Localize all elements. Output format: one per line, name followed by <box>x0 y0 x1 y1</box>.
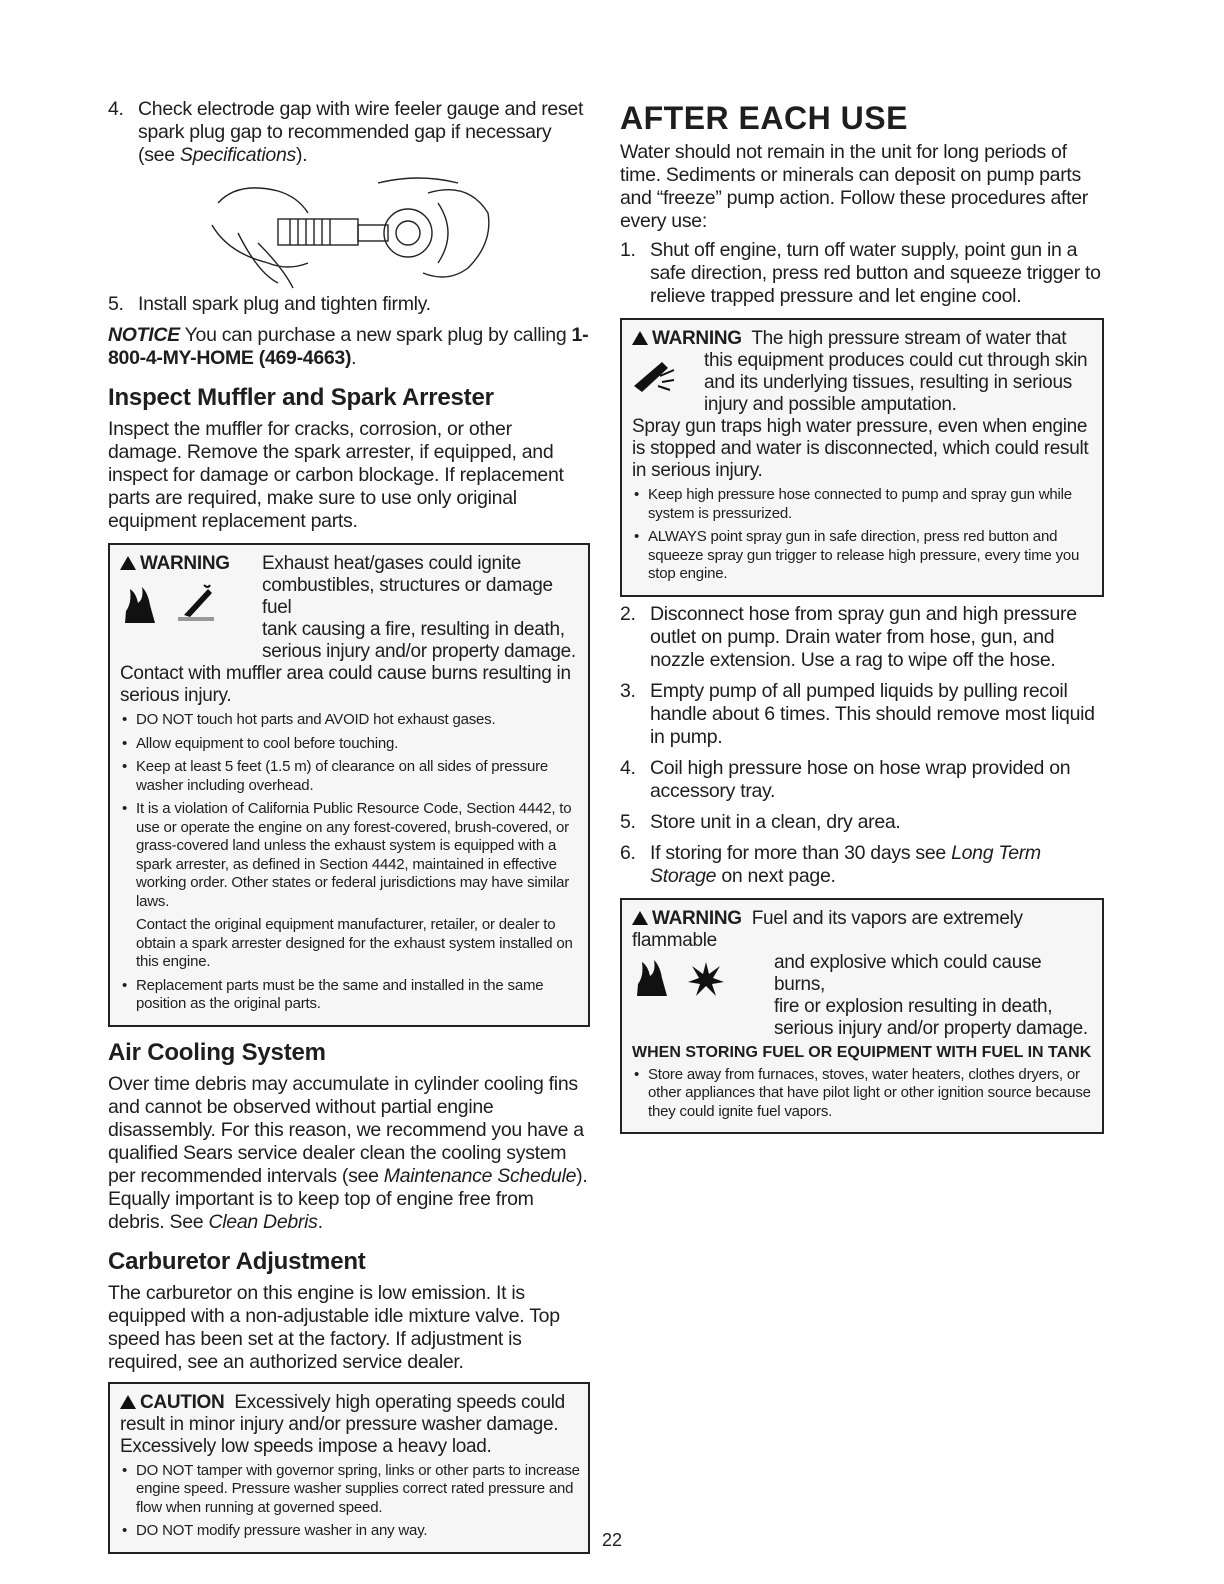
fire-icon <box>120 585 160 625</box>
carburetor-heading: Carburetor Adjustment <box>108 1247 366 1275</box>
bullet-item: • Keep at least 5 feet (1.5 m) of clearance on all sides of pressure washer including overhead. <box>120 758 580 795</box>
after-step-2 <box>620 603 1104 672</box>
warning-box-high-pressure <box>620 318 1104 597</box>
warning-signal-word: WARNING <box>652 328 742 349</box>
warning-triangle-icon <box>632 331 648 345</box>
step-number: 1. <box>620 239 636 261</box>
step-5 <box>108 293 590 316</box>
clean-debris-link[interactable]: Clean Debris <box>208 1210 318 1233</box>
bullet-item: • ALWAYS point spray gun in safe direction, press red button and squeeze spray gun trigger to release high pressure, every time you stop engine. <box>632 528 1094 584</box>
air-cooling-end: . <box>317 1210 323 1233</box>
warning-line-2: this equipment produces could cut through skin <box>704 350 1088 371</box>
hazard-pictograms <box>120 575 262 625</box>
notice-phone: 1-800-4-MY-HOME (469-4663) <box>108 324 589 369</box>
air-cooling-mid: ). Equally important is to keep top of engine free from debris. See <box>108 1164 588 1233</box>
bullet-item: • DO NOT modify pressure washer in any way. <box>120 1522 580 1541</box>
warning-line-1: The high pressure stream of water that <box>751 328 1067 349</box>
after-step-4 <box>620 757 1104 803</box>
warning-line-4: serious injury and/or property damage. <box>774 1017 1088 1039</box>
warning-line-1: Exhaust heat/gases could ignite <box>262 553 521 574</box>
step-text: Check electrode gap with wire feeler gauge and reset spark plug gap to recommended gap if necessary (see <box>138 98 584 166</box>
air-cooling-text <box>108 1073 590 1234</box>
bullet-item: • Keep high pressure hose connected to pump and spray gun while system is pressurized. <box>632 486 1094 523</box>
warning-contact-text: Contact with muffler area could cause burns resulting in serious injury. <box>120 663 571 706</box>
caution-signal-word: CAUTION <box>140 1391 225 1413</box>
after-step-1 <box>620 239 1104 308</box>
specifications-link[interactable]: Specifications <box>179 144 296 166</box>
bullet-item: • Replacement parts must be the same and installed in the same position as the original parts. <box>120 977 580 1014</box>
notice-text: You can purchase a new spark plug by calling <box>184 324 567 346</box>
spark-plug-gap-illustration <box>198 173 498 293</box>
after-step-5 <box>620 811 1104 834</box>
step-text: Disconnect hose from spray gun and high pressure outlet on pump. Drain water from hose, gun, and nozzle extension. Use a rag to wipe off the hose. <box>650 602 1077 671</box>
warning-signal-word: WARNING <box>140 553 230 574</box>
notice-paragraph <box>108 324 590 370</box>
step-text: Store unit in a clean, dry area. <box>650 810 901 833</box>
notice-end: . <box>351 347 357 369</box>
step-number: 5. <box>620 810 636 833</box>
warning-body: Spray gun traps high water pressure, even when engine is stopped and water is disconnected, which could result in serious injury. <box>632 416 1089 481</box>
caution-line-1: Excessively high operating speeds could <box>234 1391 565 1413</box>
muffler-heading: Inspect Muffler and Spark Arrester <box>108 384 494 411</box>
muffler-text: Inspect the muffler for cracks, corrosion, or other damage. Remove the spark arrester, if equipped, and inspect for damage or carbon blockage. If replacement parts are required, make sure to use only original equipment replacement parts. <box>108 418 564 532</box>
caution-body: result in minor injury and/or pressure washer damage. Excessively low speeds impose a heavy load. <box>120 1413 559 1457</box>
explosion-icon <box>686 958 726 998</box>
bullet-item: • DO NOT tamper with governor spring, links or other parts to increase engine speed. Pressure washer supplies correct rated pressure and flow when running at governed speed. <box>120 1462 580 1518</box>
warning-line-3: and its underlying tissues, resulting in serious <box>704 372 1072 393</box>
warning-signal-word: WARNING <box>652 907 742 929</box>
step-text: Empty pump of all pumped liquids by pulling recoil handle about 6 times. This should remove most liquid in pump. <box>650 679 1095 748</box>
warning-triangle-icon <box>632 911 648 925</box>
step-text: Coil high pressure hose on hose wrap provided on accessory tray. <box>650 756 1071 802</box>
bullet-subtext: Contact the original equipment manufacturer, retailer, or dealer to obtain a spark arrester designed for the exhaust system installed on this engine. <box>136 916 573 970</box>
after-step-3 <box>620 680 1104 749</box>
step-number: 6. <box>620 841 636 864</box>
warning-line-2: and explosive which could cause burns, <box>774 951 1042 995</box>
step-number: 3. <box>620 679 636 702</box>
bullet-item: • DO NOT touch hot parts and AVOID hot exhaust gases. <box>120 711 580 730</box>
fire-icon <box>632 958 672 998</box>
after-use-intro: Water should not remain in the unit for long periods of time. Sediments or minerals can deposit on pump parts and “freeze” pump action. Follow these procedures after every use: <box>620 141 1089 232</box>
air-cooling-heading: Air Cooling System <box>108 1038 326 1066</box>
storage-subheading: WHEN STORING FUEL OR EQUIPMENT WITH FUEL IN TANK <box>632 1043 1092 1061</box>
warning-box-fuel <box>620 898 1104 1135</box>
caution-box <box>108 1382 590 1554</box>
warning-line-4: injury and possible amputation. <box>704 394 957 415</box>
left-column <box>108 98 590 1554</box>
warning-bullets <box>120 711 580 911</box>
air-cooling-body: Over time debris may accumulate in cylinder cooling fins and cannot be observed without partial engine disassembly. For this reason, we recommend you have a qualified Sears service dealer clean the cooling system per recommended intervals (see <box>108 1072 584 1187</box>
step-4 <box>108 98 590 167</box>
bullet-item: • It is a violation of California Public Resource Code, Section 4442, to use or operate the engine on any forest-covered, brush-covered, or grass-covered land unless the exhaust system is equipped with a spark arrester, as defined in Section 4442, maintained in effective working order. Other states or federal jurisdictions may have similar laws. <box>120 800 580 911</box>
step-number: 2. <box>620 602 636 625</box>
maintenance-schedule-link[interactable]: Maintenance Schedule <box>383 1164 577 1187</box>
warning-line-1: Fuel and its vapors are extremely flammable <box>632 907 1023 951</box>
step-text: Install spark plug and tighten firmly. <box>138 293 431 315</box>
warning-line-3: tank causing a fire, resulting in death, <box>262 619 565 640</box>
carburetor-text: The carburetor on this engine is low emission. It is equipped with a non-adjustable idle mixture valve. Top speed has been set at the factory. If adjustment is required, see an authorized service dealer. <box>108 1281 560 1373</box>
injection-hazard-icon <box>632 356 676 396</box>
long-term-storage-link[interactable]: Long Term Storage <box>650 841 1041 887</box>
step-end: ). <box>295 144 308 166</box>
step-text: If storing for more than 30 days see <box>650 841 946 864</box>
right-column <box>620 100 1104 1134</box>
step-number: 4. <box>108 98 124 120</box>
step-number: 5. <box>108 293 124 315</box>
notice-label: NOTICE <box>108 324 180 346</box>
hot-surface-icon <box>174 581 218 625</box>
bullet-item: • Store away from furnaces, stoves, water heaters, clothes dryers, or other appliances that have pilot light or other ignition source because they could ignite fuel vapors. <box>632 1066 1094 1122</box>
warning-triangle-icon <box>120 556 136 570</box>
bullet-item: • Allow equipment to cool before touching. <box>120 735 580 754</box>
after-step-6 <box>620 842 1104 888</box>
page-number: 22 <box>601 1530 623 1550</box>
warning-line-3: fire or explosion resulting in death, <box>774 995 1053 1017</box>
warning-box-exhaust <box>108 543 590 1027</box>
warning-line-4: serious injury and/or property damage. <box>262 641 576 662</box>
warning-line-2: combustibles, structures or damage fuel <box>262 575 553 618</box>
after-each-use-heading: AFTER EACH USE <box>620 100 908 136</box>
caution-triangle-icon <box>120 1395 136 1409</box>
step-number: 4. <box>620 756 636 779</box>
step-text: Shut off engine, turn off water supply, point gun in a safe direction, press red button and squeeze trigger to relieve trapped pressure and let engine cool. <box>650 239 1101 307</box>
step-end: on next page. <box>721 864 836 887</box>
